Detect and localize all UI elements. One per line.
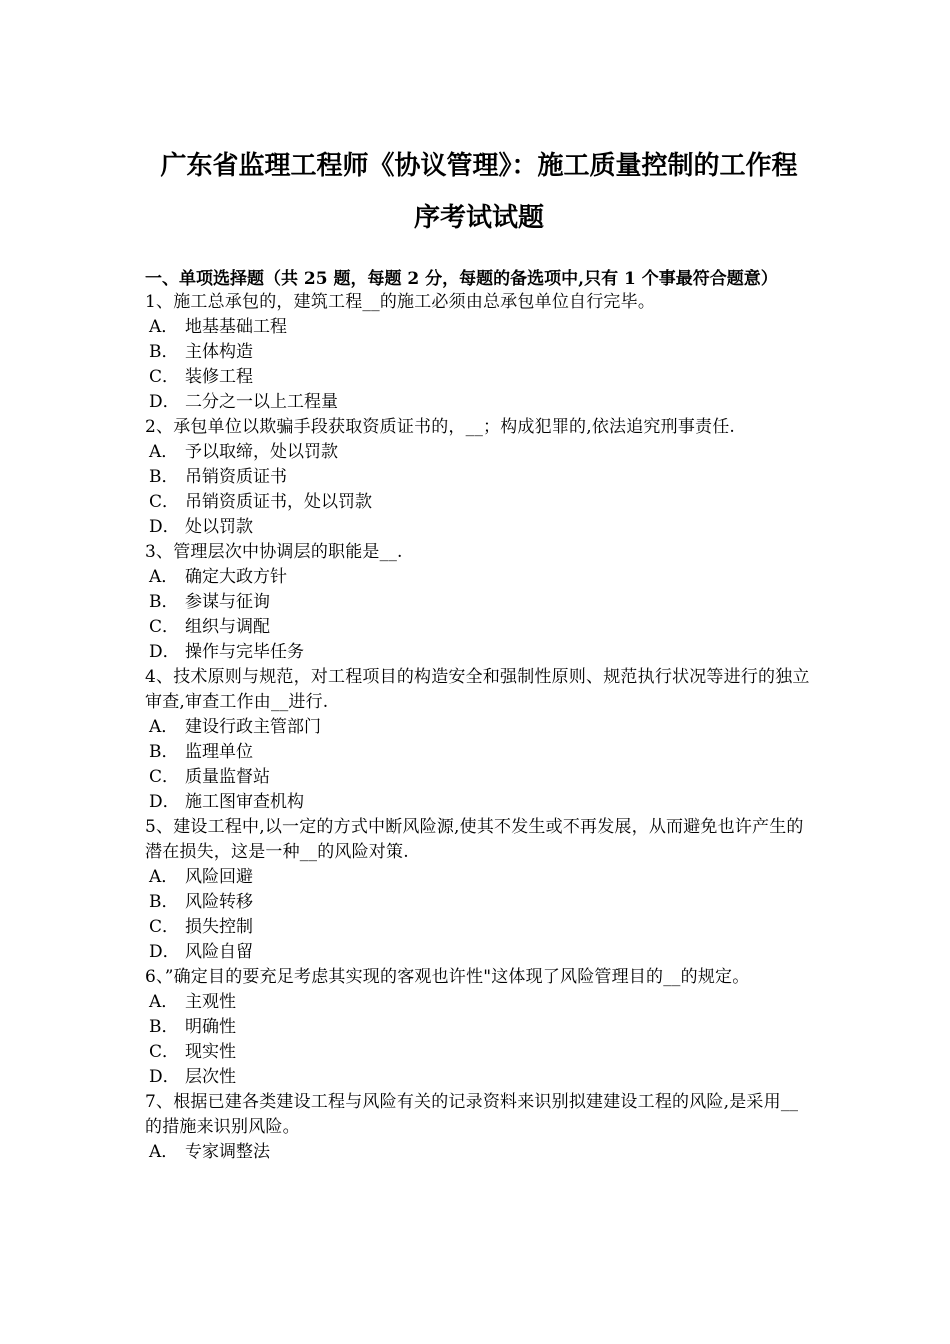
- option-a: [145, 315, 813, 340]
- option-text: 风险转移: [185, 892, 253, 912]
- document-title: [145, 140, 813, 244]
- option-letter: B．: [149, 892, 179, 912]
- option-b: [145, 890, 813, 915]
- option-c: [145, 365, 813, 390]
- option-d: [145, 790, 813, 815]
- option-letter: C．: [149, 767, 180, 787]
- option-text: 操作与完毕任务: [185, 642, 304, 662]
- option-c: [145, 915, 813, 940]
- option-b: [145, 465, 813, 490]
- option-text: 二分之一以上工程量: [185, 392, 338, 412]
- option-text: 主观性: [185, 992, 236, 1012]
- option-a: [145, 715, 813, 740]
- question-text: 7、根据已建各类建设工程与风险有关的记录资料来识别拟建建设工程的风险,是采用__的措施来识别风险。: [145, 1092, 799, 1137]
- option-letter: A．: [149, 717, 179, 737]
- option-a: [145, 565, 813, 590]
- option-a: [145, 440, 813, 465]
- question-4: [145, 665, 813, 815]
- option-d: [145, 940, 813, 965]
- option-text: 风险自留: [185, 942, 253, 962]
- option-letter: C．: [149, 617, 180, 637]
- option-letter: A．: [149, 567, 179, 587]
- question-text: 1、施工总承包的，建筑工程__的施工必须由总承包单位自行完毕。: [145, 292, 656, 312]
- option-b: [145, 1015, 813, 1040]
- option-b: [145, 590, 813, 615]
- option-letter: B．: [149, 1017, 179, 1037]
- section-heading: 一、单项选择题（共 25 题，每题 2 分，每题的备选项中,只有 1 个事最符合题意）: [145, 269, 778, 289]
- option-d: [145, 390, 813, 415]
- question-text: 2、承包单位以欺骗手段获取资质证书的，__；构成犯罪的,依法追究刑事责任.: [145, 417, 736, 437]
- option-text: 予以取缔，处以罚款: [185, 442, 338, 462]
- question-text: 4、技术原则与规范，对工程项目的构造安全和强制性原则、规范执行状况等进行的独立审查,审查工作由__进行.: [145, 667, 810, 712]
- question-1: [145, 290, 813, 415]
- title-line-1: 广东省监理工程师《协议管理》：施工质量控制的工作程: [160, 151, 798, 181]
- option-text: 监理单位: [185, 742, 253, 762]
- option-d: [145, 1065, 813, 1090]
- option-text: 地基基础工程: [185, 317, 287, 337]
- option-text: 主体构造: [185, 342, 253, 362]
- option-text: 处以罚款: [185, 517, 253, 537]
- option-text: 确定大政方针: [185, 567, 287, 587]
- option-c: [145, 615, 813, 640]
- option-text: 建设行政主管部门: [185, 717, 321, 737]
- option-letter: A．: [149, 442, 179, 462]
- question-5: [145, 815, 813, 965]
- option-text: 施工图审查机构: [185, 792, 304, 812]
- option-letter: A．: [149, 317, 179, 337]
- option-text: 装修工程: [185, 367, 253, 387]
- option-text: 质量监督站: [185, 767, 270, 787]
- question-2: [145, 415, 813, 540]
- option-c: [145, 1040, 813, 1065]
- option-text: 组织与调配: [185, 617, 270, 637]
- option-letter: A．: [149, 992, 179, 1012]
- option-a: [145, 865, 813, 890]
- option-letter: D．: [149, 792, 180, 812]
- option-letter: B．: [149, 342, 179, 362]
- option-text: 风险回避: [185, 867, 253, 887]
- option-d: [145, 640, 813, 665]
- option-letter: D．: [149, 942, 180, 962]
- option-letter: D．: [149, 392, 180, 412]
- option-a: [145, 1140, 813, 1165]
- question-list: [145, 290, 813, 1165]
- option-d: [145, 515, 813, 540]
- option-text: 专家调整法: [185, 1142, 270, 1162]
- option-letter: D．: [149, 517, 180, 537]
- question-3: [145, 540, 813, 665]
- option-text: 参谋与征询: [185, 592, 270, 612]
- option-text: 层次性: [185, 1067, 236, 1087]
- option-letter: D．: [149, 642, 180, 662]
- option-c: [145, 490, 813, 515]
- option-letter: A．: [149, 867, 179, 887]
- option-b: [145, 740, 813, 765]
- option-text: 明确性: [185, 1017, 236, 1037]
- question-6: [145, 965, 813, 1090]
- option-letter: B．: [149, 467, 179, 487]
- option-c: [145, 765, 813, 790]
- document-page: [145, 140, 813, 1165]
- option-letter: B．: [149, 742, 179, 762]
- option-text: 损失控制: [185, 917, 253, 937]
- question-text: 6、”确定目的要充足考虑其实现的客观也许性"这体现了风险管理目的__的规定。: [145, 967, 750, 987]
- option-letter: D．: [149, 1067, 180, 1087]
- option-text: 吊销资质证书，处以罚款: [185, 492, 372, 512]
- option-letter: C．: [149, 367, 180, 387]
- option-letter: A．: [149, 1142, 179, 1162]
- option-letter: C．: [149, 1042, 180, 1062]
- option-letter: C．: [149, 917, 180, 937]
- title-line-2: 序考试试题: [413, 203, 544, 233]
- option-letter: C．: [149, 492, 180, 512]
- option-b: [145, 340, 813, 365]
- question-text: 3、管理层次中协调层的职能是__.: [145, 542, 403, 562]
- question-7: [145, 1090, 813, 1165]
- option-text: 吊销资质证书: [185, 467, 287, 487]
- option-text: 现实性: [185, 1042, 236, 1062]
- option-a: [145, 990, 813, 1015]
- option-letter: B．: [149, 592, 179, 612]
- question-text: 5、建设工程中,以一定的方式中断风险源,使其不发生或不再发展，从而避免也许产生的潜在损失，这是一种__的风险对策.: [145, 817, 804, 862]
